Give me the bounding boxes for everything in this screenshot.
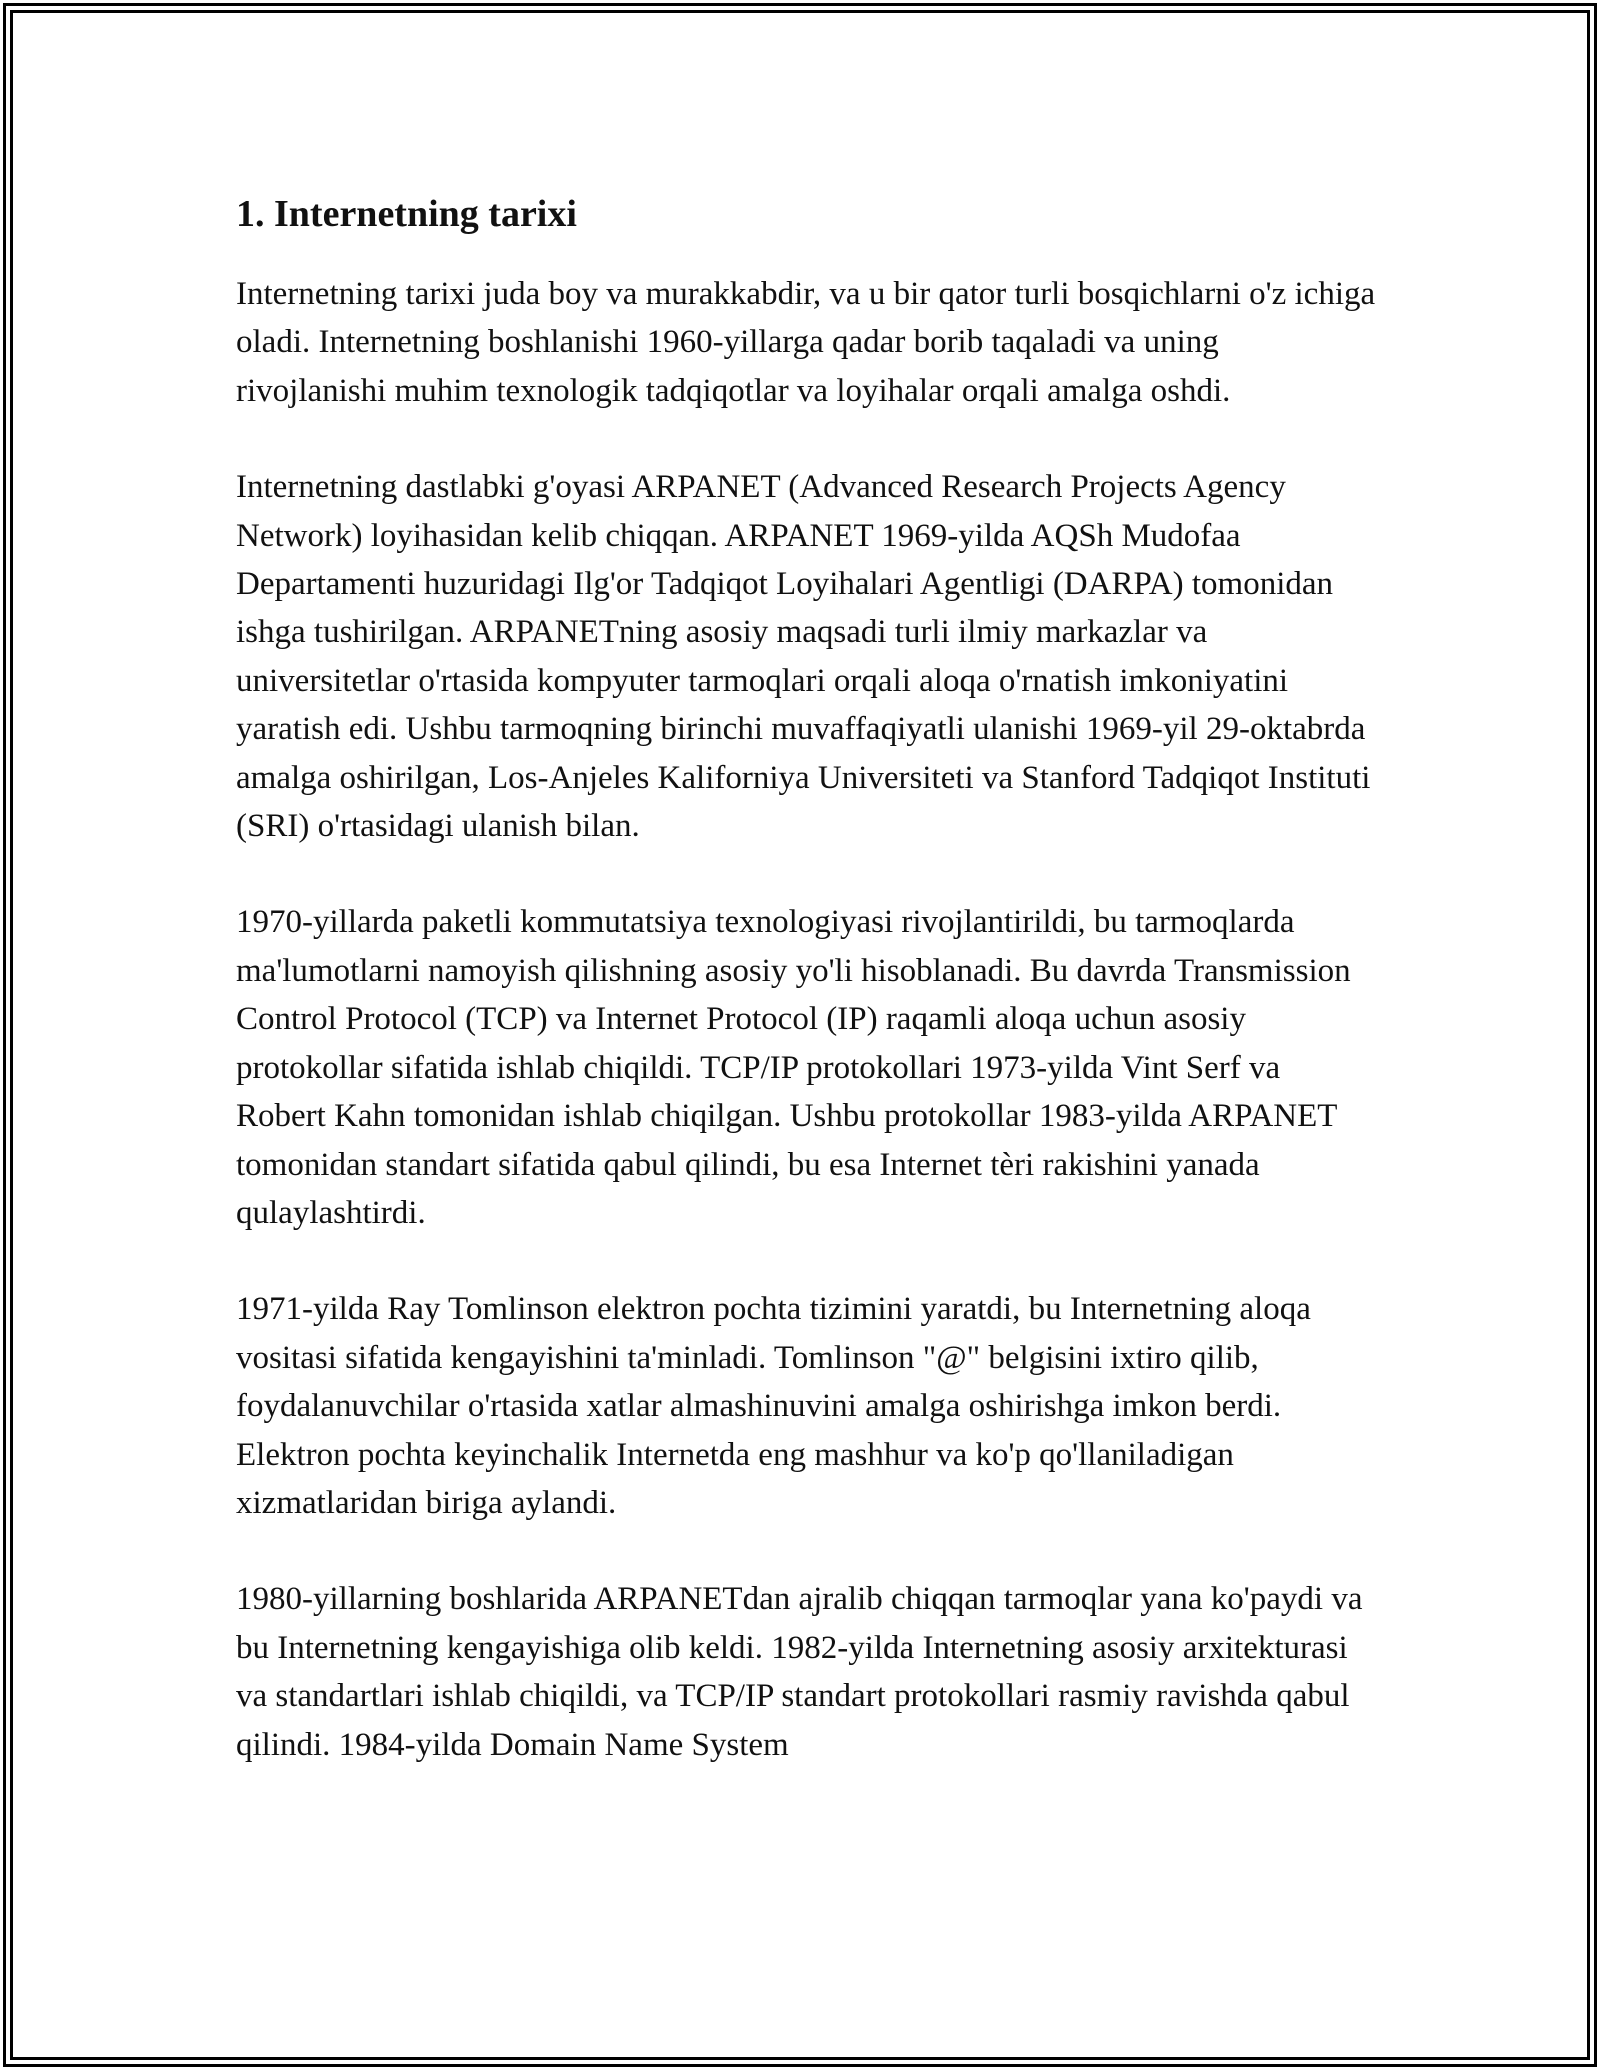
paragraph-tcp-ip: 1970-yillarda paketli kommutatsiya texnologiyasi rivojlantirildi, bu tarmoqlarda ma'lumotlarni namoyish qilishning asosiy yo'li hisoblanadi. Bu davrda Transmission Control Protocol (TCP) va Internet Protocol (IP) raqamli aloqa uchun asosiy protokollar sifatida ishlab chiqildi. TCP/IP protokollari 1973-yilda Vint Serf va Robert Kahn tomonidan ishlab chiqilgan. Ushbu protokollar 1983-yilda ARPANET tomonidan standart sifatida qabul qilindi, bu esa Internet tèri rakishini yanada qulaylashtirdi. [236, 904, 1351, 1231]
section-heading: 1. Internetning tarixi [236, 193, 577, 235]
paragraph-arpanet: Internetning dastlabki g'oyasi ARPANET (Advanced Research Projects Agency Network) loyihasidan kelib chiqqan. ARPANET 1969-yilda AQSh Mudofaa Departamenti huzuridagi Ilg'or Tadqiqot Loyihalari Agentligi (DARPA) tomonidan ishga tushirilgan. ARPANETning asosiy maqsadi turli ilmiy markazlar va universitetlar o'rtasida kompyuter tarmoqlari orqali aloqa o'rnatish imkoniyatini yaratish edi. Ushbu tarmoqning birinchi muvaffaqiyatli ulanishi 1969-yil 29-oktabrda amalga oshirilgan, Los-Anjeles Kaliforniya Universiteti va Stanford Tadqiqot Instituti (SRI) o'rtasidagi ulanish bilan. [236, 469, 1371, 845]
paragraph-email: 1971-yilda Ray Tomlinson elektron pochta tizimini yaratdi, bu Internetning aloqa vositasi sifatida kengayishini ta'minladi. Tomlinson "@" belgisini ixtiro qilib, foydalanuvchilar o'rtasida xatlar almashinuvini amalga oshirishga imkon berdi. Elektron pochta keyinchalik Internetda eng mashhur va ko'p qo'llaniladigan xizmatlaridan biriga aylandi. [236, 1291, 1311, 1521]
paragraph-1980s: 1980-yillarning boshlarida ARPANETdan ajralib chiqqan tarmoqlar yana ko'paydi va bu Internetning kengayishiga olib keldi. 1982-yilda Internetning asosiy arxitekturasi va standartlari ishlab chiqildi, va TCP/IP standart protokollari rasmiy ravishda qabul qilindi. 1984-yilda Domain Name System [236, 1581, 1363, 1763]
paragraph-intro: Internetning tarixi juda boy va murakkabdir, va u bir qator turli bosqichlarni o'z ichiga oladi. Internetning boshlanishi 1960-yillarga qadar borib taqaladi va uning rivojlanishi muhim texnologik tadqiqotlar va loyihalar orqali amalga oshdi. [236, 276, 1376, 409]
document-body [236, 188, 1376, 1817]
